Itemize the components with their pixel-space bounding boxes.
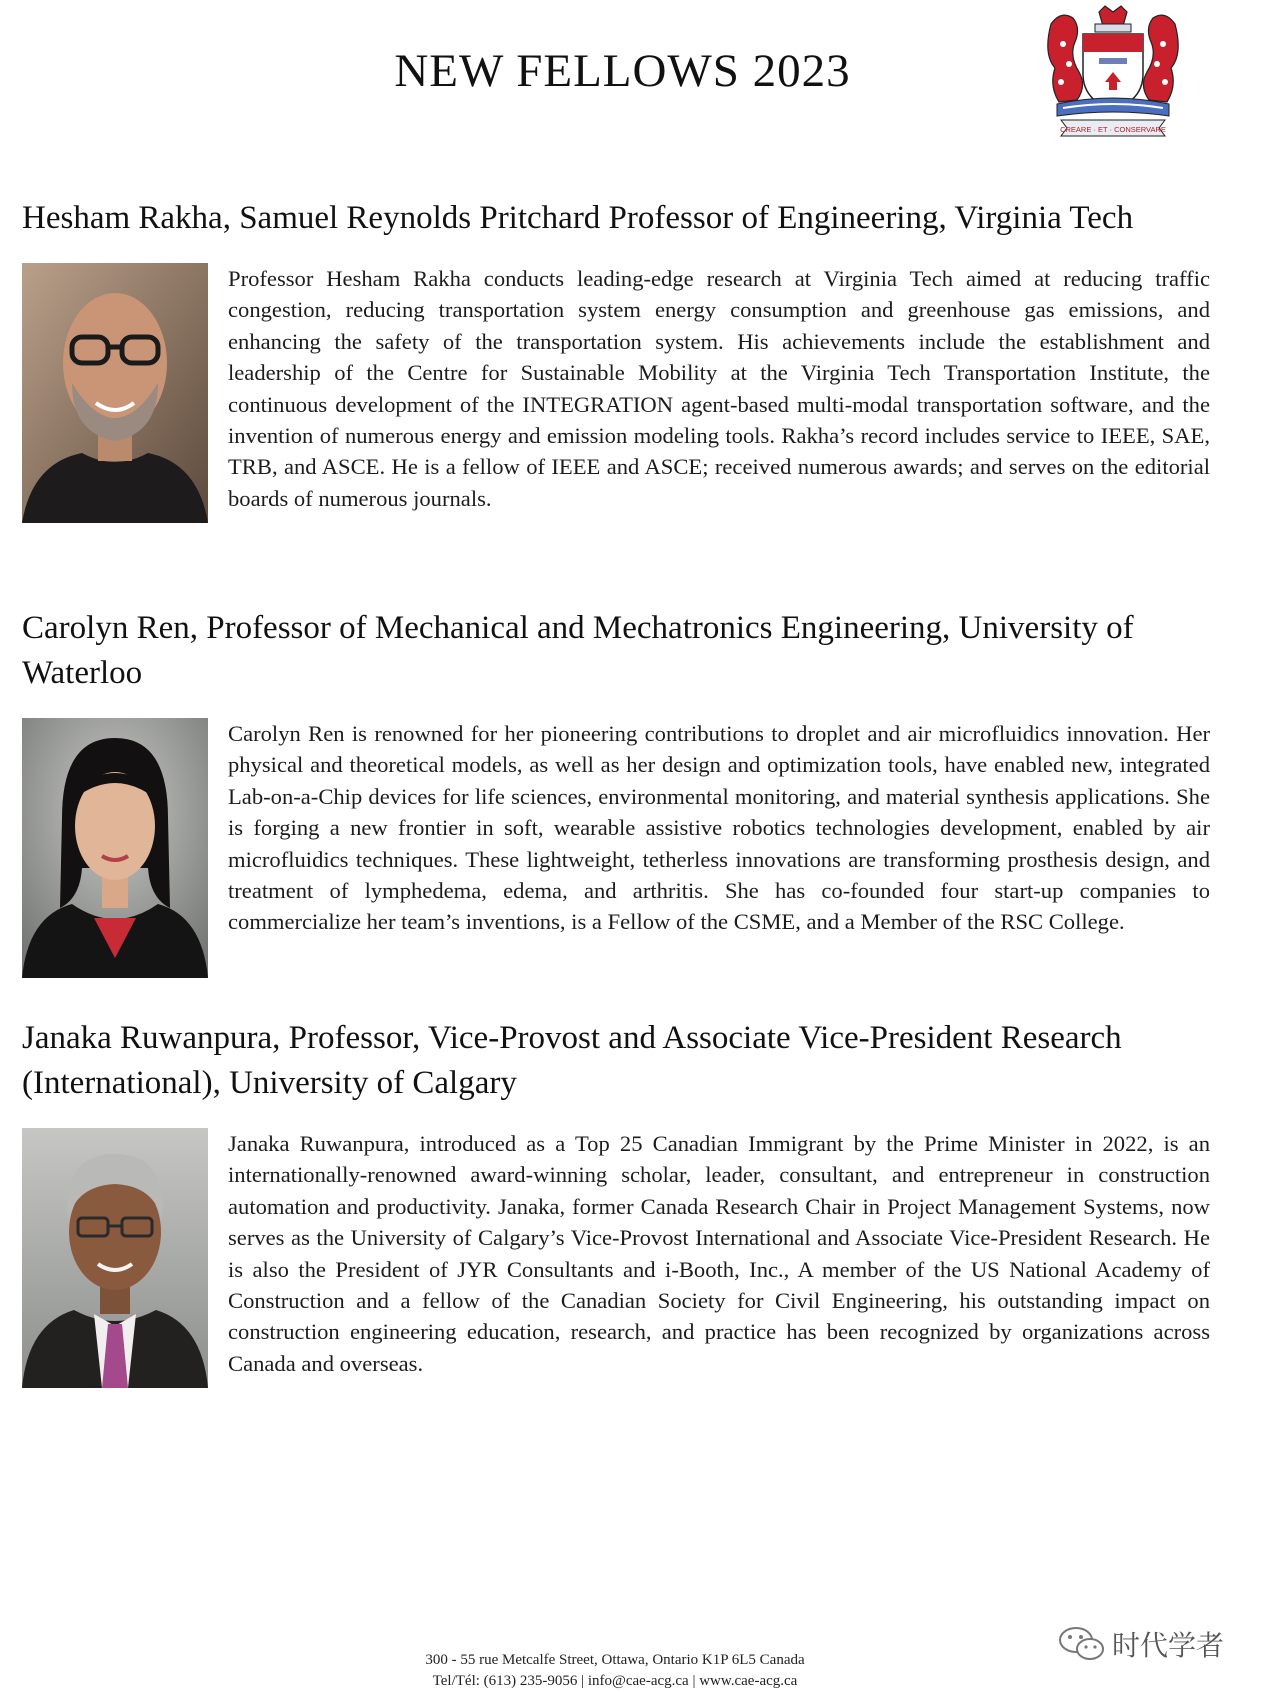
fellow-bio: Professor Hesham Rakha conducts leading-edge research at Virginia Tech aimed at reducing traffic congestion, reducing transportation system energy consumption and greenhouse gas emissions, and enhancing the safety of the transportation system. His achievements include the establishment and leadership of the Centre for Sustainable Mobility at the Virginia Tech Transportation Institute, the continuous development of the INTEGRATION agent-based multi-modal transportation software, and the invention of numerous energy and emission modeling tools. Rakha’s record includes service to IEEE, SAE, TRB, and ASCE. He is a fellow of IEEE and ASCE; received numerous awards; and serves on the editorial boards of numerous journals. [228,266,1210,511]
watermark-text: 时代学者 [1112,1629,1225,1662]
fellow-name: Carolyn Ren, Professor of Mechanical and Mechatronics Engineering, University of Waterloo [22,610,1134,691]
fellow-portrait-photo [22,1128,208,1388]
footer-contact: Tel/Tél: (613) 235-9056 | info@cae-acg.ca | www.cae-acg.ca [432,1673,798,1689]
footer [0,1650,1230,1692]
fellow-portrait-photo [22,718,208,978]
fellow-portrait-photo [22,263,208,523]
fellow-entry-rakha [22,196,1222,511]
fellow-name: Hesham Rakha, Samuel Reynolds Pritchard Professor of Engineering, Virginia Tech [22,200,1134,236]
fellow-bio: Janaka Ruwanpura, introduced as a Top 25 Canadian Immigrant by the Prime Minister in 2022, is an internationally-renowned award-winning scholar, leader, consultant, and entrepreneur in construction automation and productivity. Janaka, former Canada Research Chair in Project Management Systems, now serves as the University of Calgary’s Vice-Provost International and Associate Vice-President Research. He is also the President of JYR Consultants and i-Booth, Inc., A member of the US National Academy of Construction and a fellow of the Canadian Society for Civil Engineering, his outstanding impact on construction engineering education, research, and practice has been recognized by organizations across Canada and overseas. [228,1131,1210,1376]
footer-address: 300 - 55 rue Metcalfe Street, Ottawa, Ontario K1P 6L5 Canada [425,1652,805,1668]
page-title: NEW FELLOWS 2023 [394,45,851,97]
fellow-entry-ruwanpura [22,1016,1222,1376]
svg-text:CREARE · ET · CONSERVARE: CREARE · ET · CONSERVARE [1060,125,1166,134]
fellow-bio: Carolyn Ren is renowned for her pioneering contributions to droplet and air microfluidics innovation. Her physical and theoretical models, as well as her design and optimization tools, have enabled new, integrated Lab-on-a-Chip devices for life sciences, environmental monitoring, and material synthesis applications. She is forging a new frontier in soft, wearable assistive robotics technologies development, enabled by air microfluidics techniques. These lightweight, tetherless innovations are transforming prosthesis design, and treatment of lymphedema, edema, and arthritis. She has co-founded four start-up companies to commercialize her team’s inventions, is a Fellow of the CSME, and a Member of the RSC College. [228,721,1210,935]
fellow-entry-ren [22,606,1222,935]
cae-coat-of-arms-icon [1043,4,1183,146]
fellow-name: Janaka Ruwanpura, Professor, Vice-Provost and Associate Vice-President Research (International), University of Calgary [22,1020,1122,1101]
